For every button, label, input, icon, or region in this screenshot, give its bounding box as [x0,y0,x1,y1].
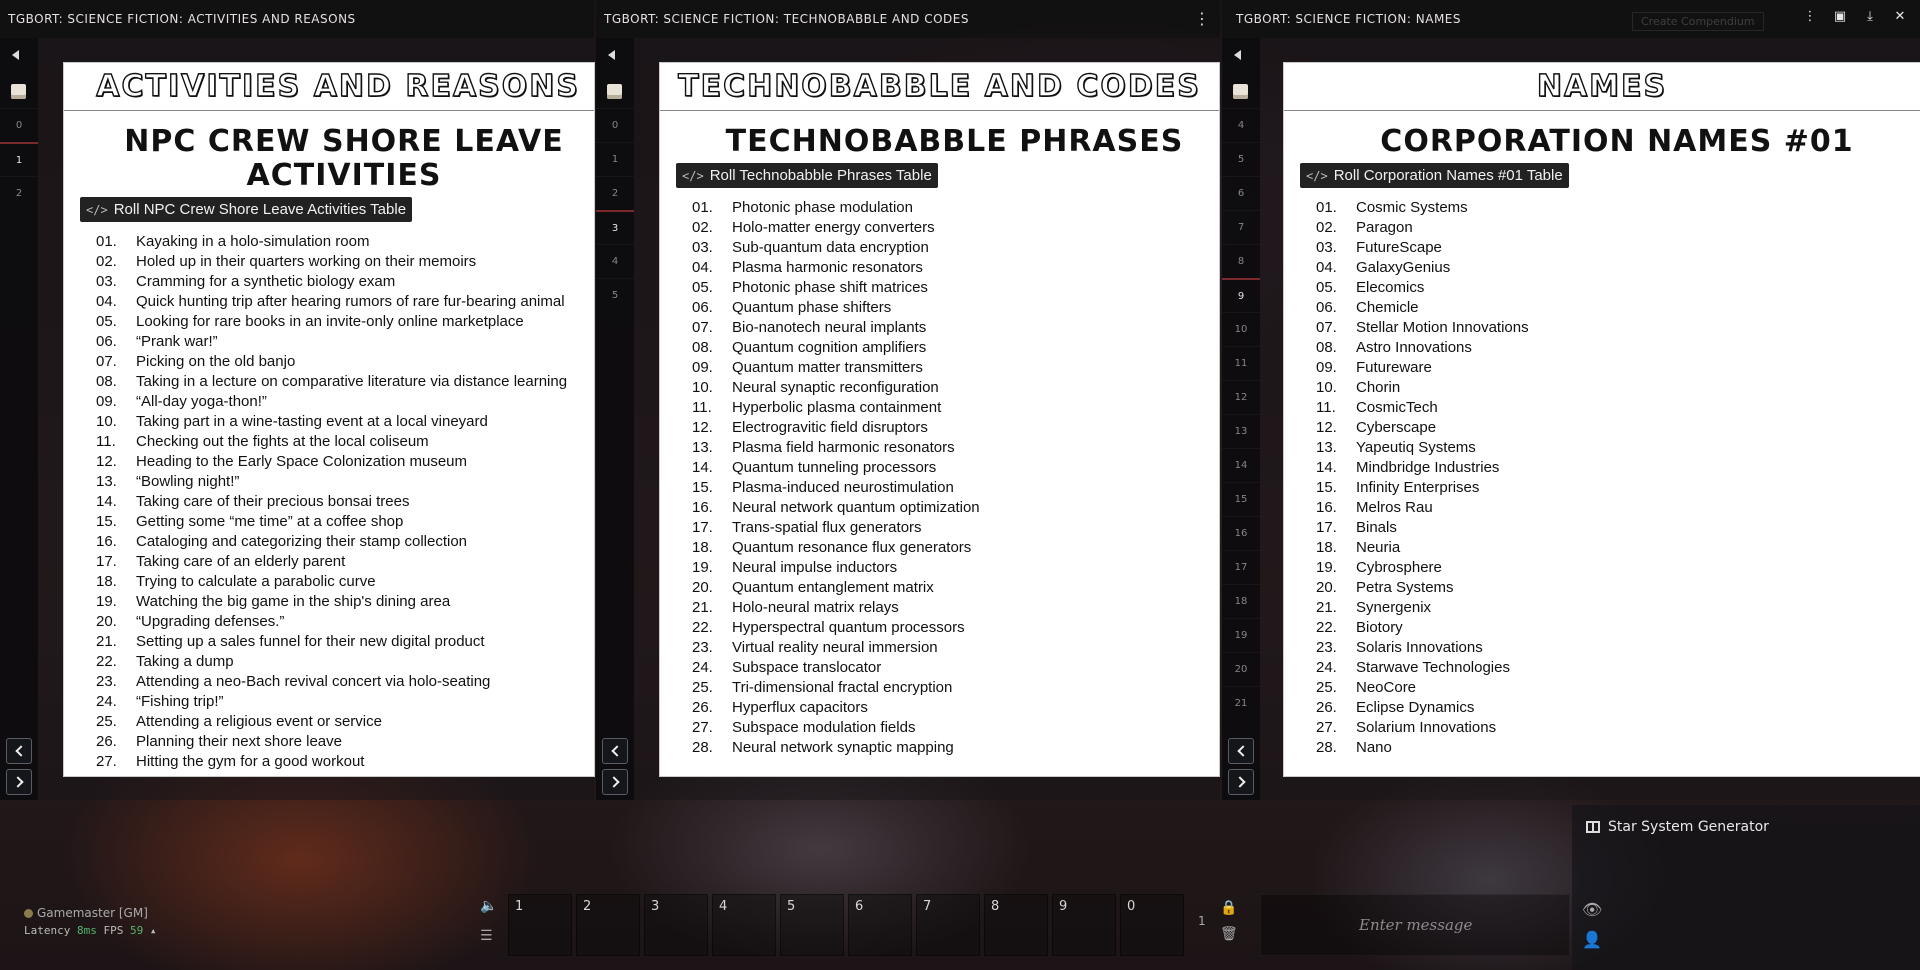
list-item: 23. Virtual reality neural immersion [692,639,938,656]
rail-page-number[interactable]: 1 [0,142,38,176]
list-item: 06. “Prank war!” [96,333,218,350]
performance-stats [24,924,156,937]
window-title: TGBORT: SCIENCE FICTION: ACTIVITIES AND REASONS [8,12,356,26]
list-item: 11. Hyperbolic plasma containment [692,399,942,416]
list-item: 03. Cramming for a synthetic biology exam [96,273,396,290]
hotbar-slot[interactable]: 1 [508,894,572,956]
hotbar-slot[interactable]: 8 [984,894,1048,956]
rail-page-number[interactable]: 7 [1222,210,1260,244]
list-item: 19. Watching the big game in the ship's dining area [96,593,451,610]
table-title: NPC CREW SHORE LEAVE ACTIVITIES [124,124,564,193]
player-info [24,906,156,937]
list-item: 09. Quantum matter transmitters [692,359,923,376]
window-names [1222,0,1920,800]
list-item: 02. Paragon [1316,219,1413,236]
speaker-icon[interactable]: 🔈 [480,898,498,914]
table-entries [660,198,1219,758]
list-item: 09. “All-day yoga-thon!” [96,393,267,410]
list-item: 18. Quantum resonance flux generators [692,539,972,556]
download-icon[interactable]: ⤓ [1867,9,1873,24]
chevron-right-icon [12,776,23,787]
table-title: TECHNOBABBLE PHRASES [725,124,1184,159]
list-item: 15. Infinity Enterprises [1316,479,1480,496]
hotbar-page-controls [1198,900,1238,942]
list-item: 01. Photonic phase modulation [692,199,913,216]
chevron-right-icon [1234,776,1245,787]
hotbar-slot[interactable]: 2 [576,894,640,956]
window-title: TGBORT: SCIENCE FICTION: NAMES [1236,12,1462,26]
page-rail [0,38,38,800]
rail-page-number[interactable]: 13 [1222,414,1260,448]
list-item: 08. Astro Innovations [1316,339,1472,356]
journal-page [659,62,1220,777]
sidebar-item-star-system-generator[interactable] [1572,805,1920,849]
previous-page-button[interactable] [1228,738,1254,764]
banner-title: TECHNOBABBLE AND CODES [678,69,1201,104]
list-item: 24. Starwave Technologies [1316,659,1510,676]
page-banner [660,63,1219,111]
list-item: 06. Quantum phase shifters [692,299,892,316]
list-item: 21. Holo-neural matrix relays [692,599,899,616]
journal-note-icon[interactable] [607,84,622,99]
hotbar-slot[interactable]: 3 [644,894,708,956]
fps-value: 59 [129,924,144,937]
list-item: 11. CosmicTech [1316,399,1438,416]
window-header[interactable] [596,0,1220,38]
sidebar-document-list [1572,805,1920,970]
list-item: 03. Sub-quantum data encryption [692,239,929,256]
chevron-left-icon [611,745,622,756]
create-compendium-button[interactable]: Create Compendium [1632,12,1764,31]
latency-label: Latency [24,924,71,937]
collapse-arrow-icon[interactable] [12,50,19,60]
list-item: 01. Kayaking in a holo-simulation room [96,233,370,250]
hotbar-menu-icon[interactable]: ☰ [480,928,493,944]
sheet-icon[interactable]: ▣ [1833,9,1847,24]
hotbar-slot[interactable]: 5 [780,894,844,956]
journal-page [63,62,595,777]
visibility-icon[interactable]: 👁 [1582,900,1603,919]
table-entries [64,232,594,772]
list-item: 04. GalaxyGenius [1316,259,1451,276]
user-icon[interactable]: 👤 [1582,930,1602,949]
next-page-button[interactable] [1228,769,1254,795]
list-item: 22. Taking a dump [96,653,234,670]
list-item: 26. Eclipse Dynamics [1316,699,1475,716]
book-icon [1586,821,1600,833]
rail-page-number[interactable]: 2 [596,176,634,210]
roll-button-label: Roll NPC Crew Shore Leave Activities Table [113,201,407,218]
window-activities [0,0,594,800]
code-icon: </> [1306,168,1328,183]
list-item: 05. Elecomics [1316,279,1425,296]
list-item: 28. Neural network synaptic mapping [692,739,954,756]
hotbar-slot[interactable]: 6 [848,894,912,956]
list-item: 13. “Bowling night!” [96,473,240,490]
list-item: 27. Solarium Innovations [1316,719,1497,736]
roll-button-label: Roll Technobabble Phrases Table [709,167,932,184]
list-item: 13. Yapeutiq Systems [1316,439,1476,456]
macro-hotbar [508,894,1184,956]
rail-page-number[interactable]: 0 [0,108,38,142]
list-item: 24. Subspace translocator [692,659,882,676]
player-entry[interactable] [24,906,156,920]
journal-page [1283,62,1920,777]
window-title: TGBORT: SCIENCE FICTION: TECHNOBABBLE AND CODES [604,12,969,26]
list-item: 14. Mindbridge Industries [1316,459,1500,476]
banner-title: NAMES [1536,69,1668,104]
list-item: 09. Futureware [1316,359,1432,376]
roll-table-button[interactable] [676,163,938,188]
page-rail [596,38,634,800]
previous-page-button[interactable] [602,738,628,764]
list-item: 22. Biotory [1316,619,1403,636]
lock-icon[interactable]: 🔒 [1220,900,1238,916]
rail-page-number[interactable]: 20 [1222,652,1260,686]
kebab-menu-icon[interactable]: ⋮ [1803,9,1817,24]
list-item: 07. Picking on the old banjo [96,353,296,370]
rail-page-number[interactable]: 16 [1222,516,1260,550]
list-item: 08. Quantum cognition amplifiers [692,339,927,356]
rail-page-number[interactable]: 15 [1222,482,1260,516]
list-item: 24. “Fishing trip!” [96,693,224,710]
list-item: 21. Synergenix [1316,599,1432,616]
journal-note-icon[interactable] [11,84,26,99]
page-banner [1284,63,1920,111]
list-item: 07. Stellar Motion Innovations [1316,319,1529,336]
collapse-arrow-icon[interactable] [1234,50,1241,60]
sidebar-item-label: Star System Generator [1608,819,1769,835]
list-item: 11. Checking out the fights at the local coliseum [96,433,429,450]
list-item: 26. Hyperflux capacitors [692,699,868,716]
code-icon: </> [682,168,704,183]
list-item: 04. Quick hunting trip after hearing rumors of rare fur-bearing animal [96,293,565,310]
list-item: 23. Attending a neo-Bach revival concert via holo-seating [96,673,491,690]
close-icon[interactable]: ✕ [1894,9,1906,24]
chevron-left-icon [15,745,26,756]
list-item: 25. Attending a religious event or service [96,713,382,730]
list-item: 05. Looking for rare books in an invite-only online marketplace [96,313,524,330]
list-item: 04. Plasma harmonic resonators [692,259,923,276]
journal-note-icon[interactable] [1233,84,1248,99]
page-rail [1222,38,1260,800]
list-item: 01. Cosmic Systems [1316,199,1468,216]
table-entries [1284,198,1920,758]
list-item: 25. NeoCore [1316,679,1417,696]
hotbar-slot[interactable]: 4 [712,894,776,956]
code-icon: </> [86,202,108,217]
latency-value: 8ms [76,924,97,937]
list-item: 13. Plasma field harmonic resonators [692,439,955,456]
rail-page-number[interactable]: 0 [596,108,634,142]
list-item: 15. Getting some “me time” at a coffee shop [96,513,404,530]
list-item: 19. Neural impulse inductors [692,559,898,576]
table-title: CORPORATION NAMES #01 [1380,124,1854,159]
banner-title: ACTIVITIES AND REASONS [96,69,580,104]
list-item: 27. Subspace modulation fields [692,719,916,736]
roll-table-button[interactable] [1300,163,1569,188]
page-banner [64,63,594,111]
list-item: 12. Cyberscape [1316,419,1437,436]
rail-page-number[interactable]: 2 [0,176,38,210]
list-item: 16. Melros Rau [1316,499,1433,516]
rail-page-number[interactable]: 4 [1222,108,1260,142]
player-color-dot [24,909,33,918]
chat-message-input[interactable]: Enter message [1260,894,1570,956]
list-item: 22. Hyperspectral quantum processors [692,619,965,636]
list-item: 12. Electrogravitic field disruptors [692,419,928,436]
hotbar-slot[interactable]: 0 [1120,894,1184,956]
player-name: Gamemaster [GM] [37,906,148,920]
window-technobabble [596,0,1220,800]
list-item: 17. Taking care of an elderly parent [96,553,346,570]
roll-table-button[interactable] [80,197,412,222]
rail-page-number[interactable]: 21 [1222,686,1260,720]
rail-page-number[interactable]: 5 [1222,142,1260,176]
list-item: 10. Chorin [1316,379,1401,396]
list-item: 19. Cybrosphere [1316,559,1442,576]
list-item: 17. Trans-spatial flux generators [692,519,922,536]
rail-page-number[interactable]: 6 [1222,176,1260,210]
rail-page-number[interactable]: 8 [1222,244,1260,278]
list-item: 20. Quantum entanglement matrix [692,579,934,596]
hotbar-slot[interactable]: 7 [916,894,980,956]
rail-page-number[interactable]: 11 [1222,346,1260,380]
rail-page-number[interactable]: 5 [596,278,634,312]
hotbar-controls [480,898,497,944]
chevron-left-icon [1237,745,1248,756]
list-item: 28. Nano [1316,739,1392,756]
list-item: 20. “Upgrading defenses.” [96,613,285,630]
roll-button-label: Roll Corporation Names #01 Table [1333,167,1563,184]
list-item: 16. Neural network quantum optimization [692,499,980,516]
list-item: 14. Quantum tunneling processors [692,459,937,476]
window-controls [1802,9,1908,25]
list-item: 03. FutureScape [1316,239,1442,256]
list-item: 05. Photonic phase shift matrices [692,279,928,296]
rail-page-number[interactable]: 4 [596,244,634,278]
previous-page-button[interactable] [6,738,32,764]
chevron-up-icon[interactable]: ▴ [149,924,157,937]
rail-page-number[interactable]: 3 [596,210,634,244]
rail-page-number[interactable]: 1 [596,142,634,176]
rail-page-number[interactable]: 12 [1222,380,1260,414]
list-item: 06. Chemicle [1316,299,1419,316]
list-item: 12. Heading to the Early Space Colonization museum [96,453,468,470]
rail-page-number[interactable]: 17 [1222,550,1260,584]
window-header[interactable] [0,0,594,38]
kebab-menu-icon[interactable]: ⋮ [1194,9,1210,28]
list-item: 21. Setting up a sales funnel for their new digital product [96,633,485,650]
list-item: 25. Tri-dimensional fractal encryption [692,679,953,696]
rail-page-number[interactable]: 19 [1222,618,1260,652]
fps-label: FPS [103,924,124,937]
list-item: 16. Cataloging and categorizing their stamp collection [96,533,468,550]
list-item: 10. Taking part in a wine-tasting event at a local vineyard [96,413,488,430]
list-item: 18. Trying to calculate a parabolic curve [96,573,376,590]
list-item: 20. Petra Systems [1316,579,1454,596]
list-item: 07. Bio-nanotech neural implants [692,319,927,336]
collapse-arrow-icon[interactable] [608,50,615,60]
rail-page-number[interactable]: 14 [1222,448,1260,482]
list-item: 27. Hitting the gym for a good workout [96,753,365,770]
window-header[interactable] [1222,0,1920,38]
list-item: 23. Solaris Innovations [1316,639,1483,656]
rail-page-number[interactable]: 18 [1222,584,1260,618]
rail-page-number[interactable]: 10 [1222,312,1260,346]
list-item: 02. Holed up in their quarters working on their memoirs [96,253,477,270]
list-item: 08. Taking in a lecture on comparative literature via distance learning [96,373,568,390]
list-item: 26. Planning their next shore leave [96,733,342,750]
hotbar-page-number[interactable]: 1 [1198,914,1206,928]
rail-page-number[interactable]: 9 [1222,278,1260,312]
list-item: 15. Plasma-induced neurostimulation [692,479,954,496]
hotbar-slot[interactable]: 9 [1052,894,1116,956]
list-item: 10. Neural synaptic reconfiguration [692,379,939,396]
next-page-button[interactable] [602,769,628,795]
list-item: 02. Holo-matter energy converters [692,219,935,236]
chevron-right-icon [608,776,619,787]
list-item: 18. Neuria [1316,539,1401,556]
list-item: 17. Binals [1316,519,1397,536]
next-page-button[interactable] [6,769,32,795]
trash-icon[interactable]: 🗑 [1220,926,1238,942]
list-item: 14. Taking care of their precious bonsai trees [96,493,410,510]
